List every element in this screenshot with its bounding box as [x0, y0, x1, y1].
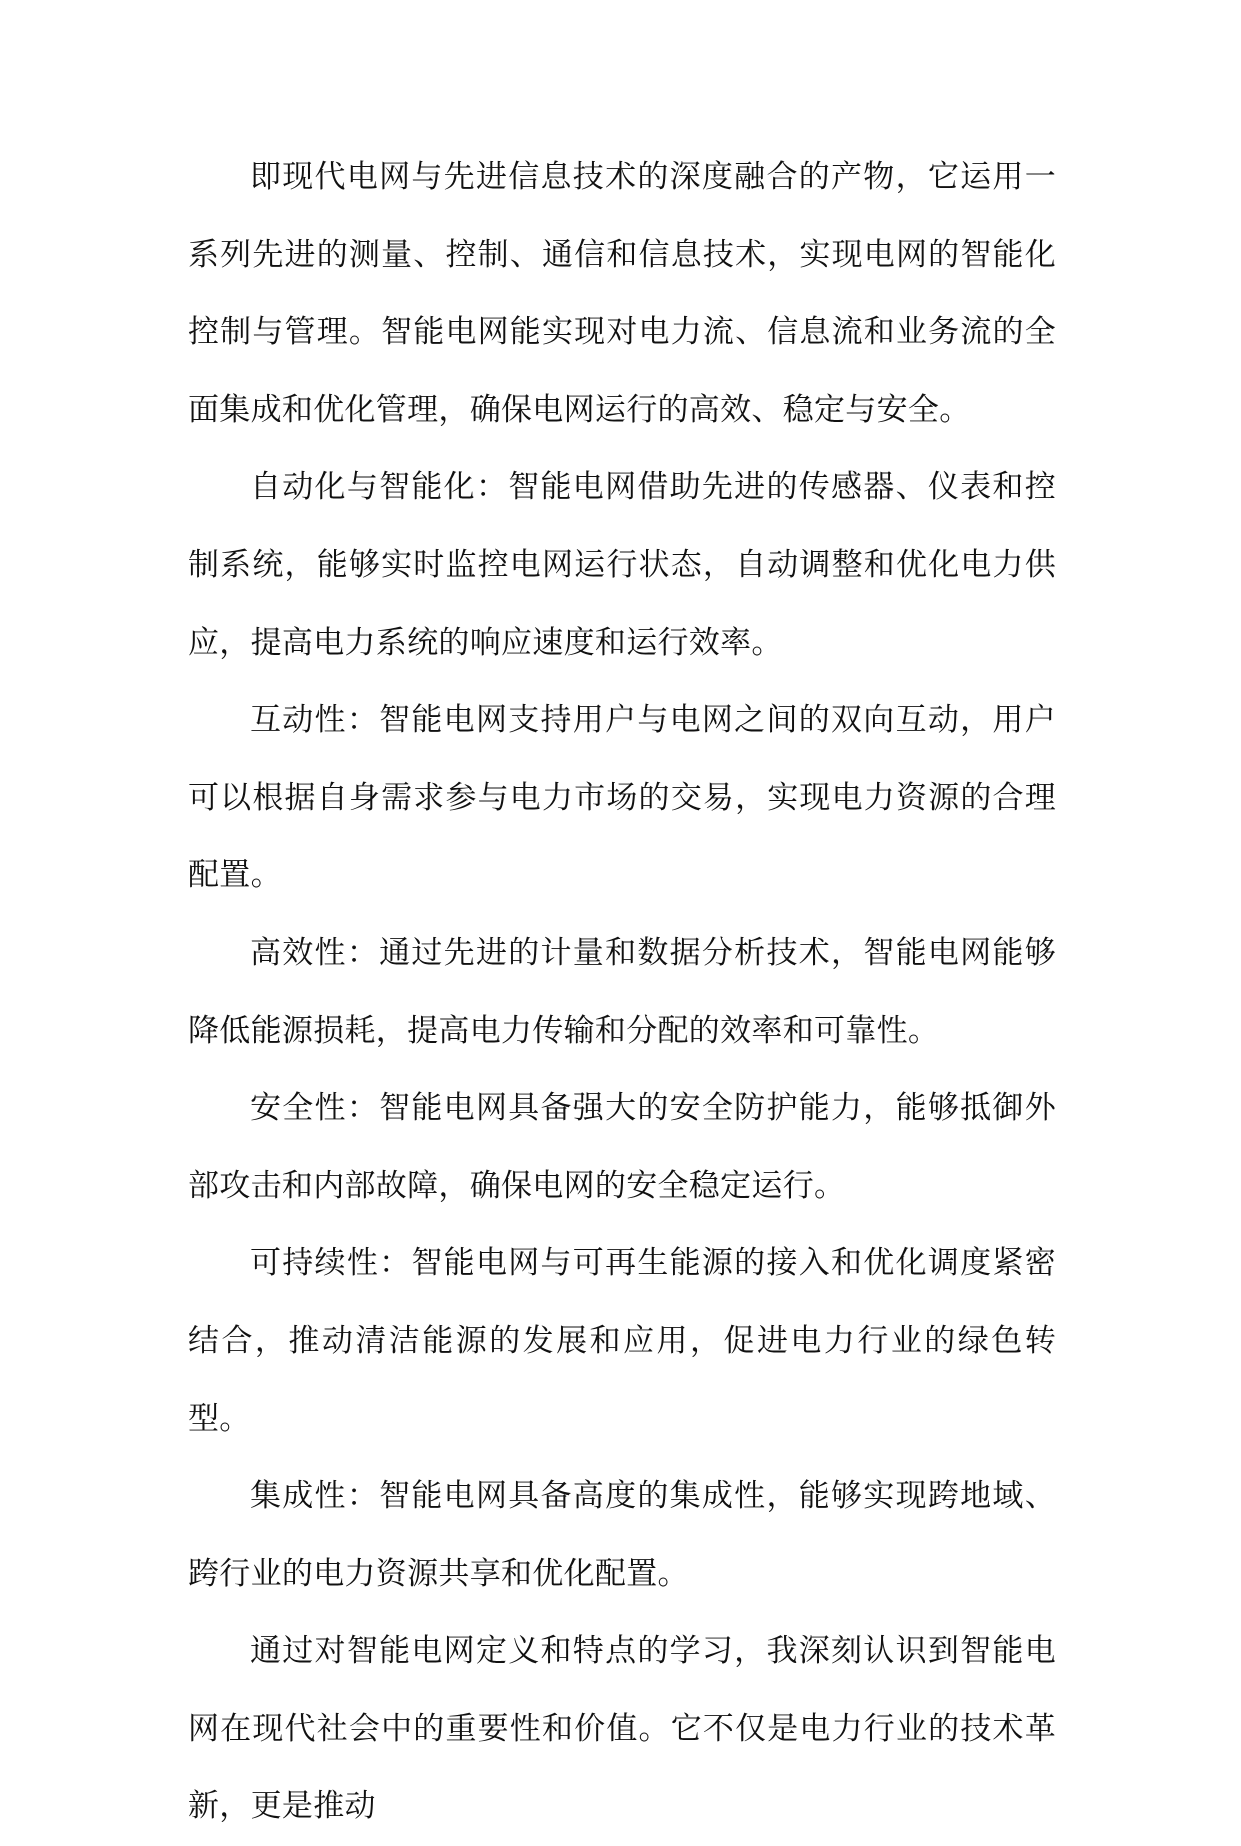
paragraph-integration: 集成性：智能电网具备高度的集成性，能够实现跨地域、跨行业的电力资源共享和优化配置。	[188, 1478, 1056, 1592]
paragraph-interactivity: 互动性：智能电网支持用户与电网之间的双向互动，用户可以根据自身需求参与电力市场的交易，实现电力资源的合理配置。	[188, 702, 1056, 894]
paragraph-sustainability: 可持续性：智能电网与可再生能源的接入和优化调度紧密结合，推动清洁能源的发展和应用，促进电力行业的绿色转型。	[188, 1245, 1056, 1437]
paragraph-smart-grid-definition: 即现代电网与先进信息技术的深度融合的产物，它运用一系列先进的测量、控制、通信和信息技术，实现电网的智能化控制与管理。智能电网能实现对电力流、信息流和业务流的全面集成和优化管理，确保电网运行的高效、稳定与安全。	[188, 159, 1056, 428]
document-body	[188, 139, 1056, 1846]
paragraph-security: 安全性：智能电网具备强大的安全防护能力，能够抵御外部攻击和内部故障，确保电网的安全稳定运行。	[188, 1090, 1056, 1204]
paragraph-automation: 自动化与智能化：智能电网借助先进的传感器、仪表和控制系统，能够实时监控电网运行状态，自动调整和优化电力供应，提高电力系统的响应速度和运行效率。	[188, 469, 1056, 661]
paragraph-efficiency: 高效性：通过先进的计量和数据分析技术，智能电网能够降低能源损耗，提高电力传输和分配的效率和可靠性。	[188, 934, 1056, 1049]
paragraph-conclusion: 通过对智能电网定义和特点的学习，我深刻认识到智能电网在现代社会中的重要性和价值。它不仅是电力行业的技术革新，更是推动	[188, 1633, 1056, 1825]
